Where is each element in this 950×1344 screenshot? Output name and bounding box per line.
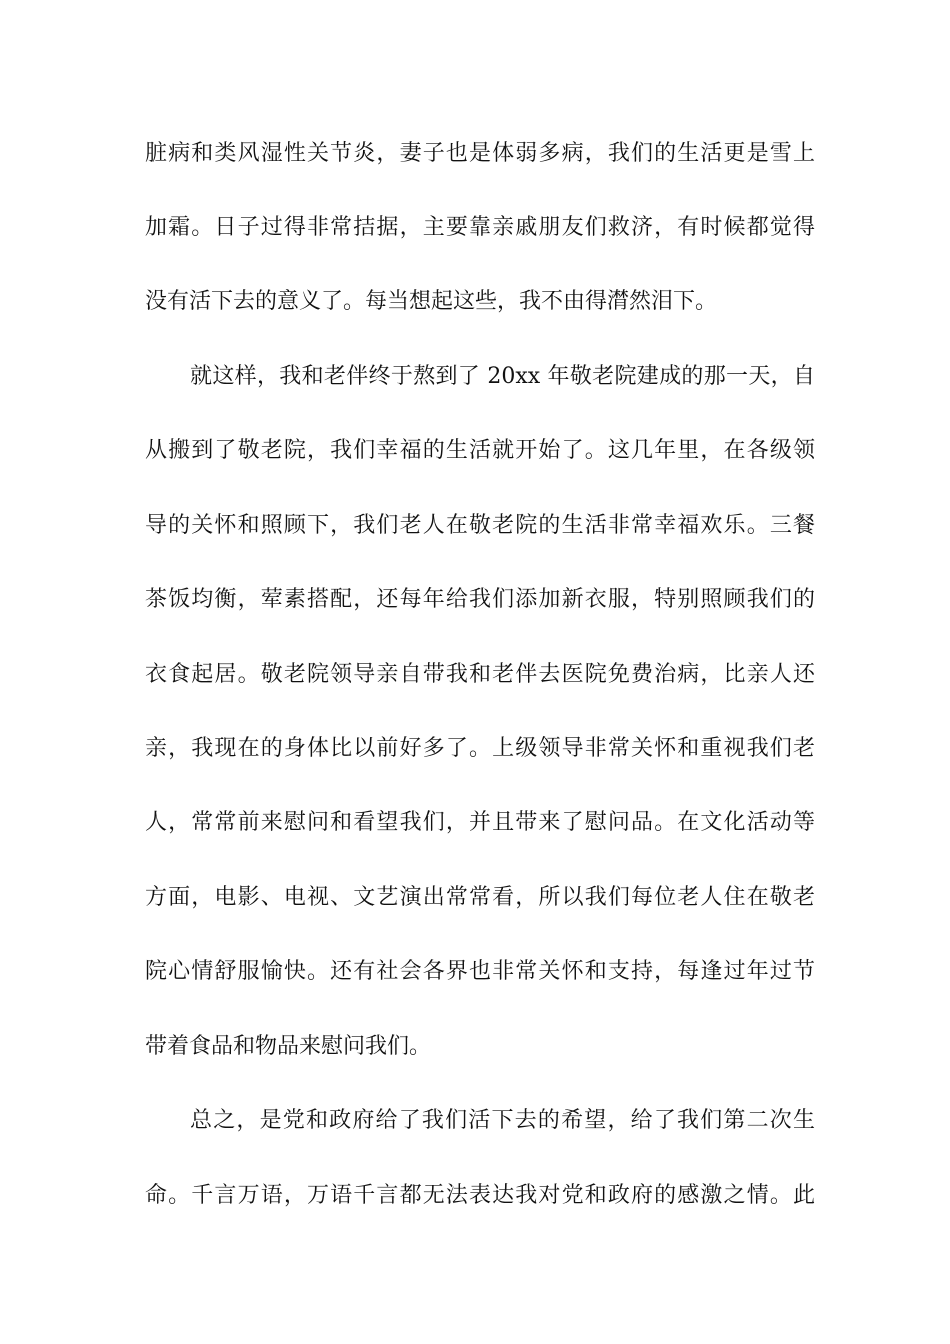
text-line: 导的关怀和照顾下，我们老人在敬老院的生活非常幸福欢乐。三餐 xyxy=(145,513,815,538)
text-line: 衣食起居。敬老院领导亲自带我和老伴去医院免费治病，比亲人还 xyxy=(145,662,815,687)
text-line: 加霜。日子过得非常拮据，主要靠亲戚朋友们救济，有时候都觉得 xyxy=(145,215,815,240)
text-line: 从搬到了敬老院，我们幸福的生活就开始了。这几年里，在各级领 xyxy=(145,438,815,463)
text-line: 脏病和类风湿性关节炎，妻子也是体弱多病，我们的生活更是雪上 xyxy=(145,141,815,166)
text-line: 带着食品和物品来慰问我们。 xyxy=(145,1034,432,1059)
text-line: 人，常常前来慰问和看望我们，并且带来了慰问品。在文化活动等 xyxy=(145,810,815,835)
text-line: 方面，电影、电视、文艺演出常常看，所以我们每位老人住在敬老 xyxy=(145,885,815,910)
text-line: 命。千言万语，万语千言都无法表达我对党和政府的感激之情。此 xyxy=(145,1183,815,1208)
paragraph-first-line: 就这样，我和老伴终于熬到了 20xx 年敬老院建成的那一天，自 xyxy=(190,364,815,389)
paragraph-first-line: 总之，是党和政府给了我们活下去的希望，给了我们第二次生 xyxy=(190,1108,815,1133)
text-line: 亲，我现在的身体比以前好多了。上级领导非常关怀和重视我们老 xyxy=(145,736,815,761)
text-line: 茶饭均衡，荤素搭配，还每年给我们添加新衣服，特别照顾我们的 xyxy=(145,587,815,612)
text-line: 没有活下去的意义了。每当想起这些，我不由得潸然泪下。 xyxy=(145,289,718,314)
text-line: 院心情舒服愉快。还有社会各界也非常关怀和支持，每逢过年过节 xyxy=(145,959,815,984)
